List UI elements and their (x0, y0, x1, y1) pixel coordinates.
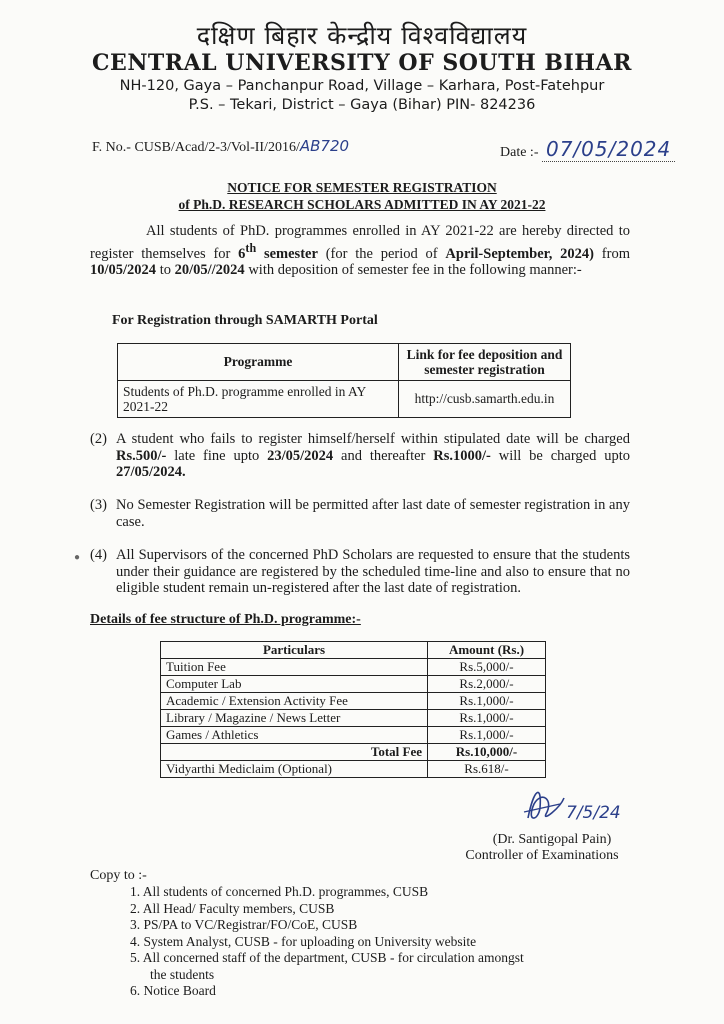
signatory-name: (Dr. Santigopal Pain) (492, 832, 612, 847)
point-number: (2) (90, 431, 107, 447)
point-text: No Semester Registration will be permitted after last date of semester registration in any case. (116, 497, 630, 530)
fee-amount: Rs.1,000/- (428, 710, 546, 727)
table-header: Programme (118, 344, 399, 381)
intro-semester-sup: th (245, 240, 257, 255)
point-3 (90, 497, 630, 530)
fee-particular: Library / Magazine / News Letter (161, 710, 428, 727)
date-handwritten: 07/05/2024 (542, 137, 675, 162)
intro-text-c: from (594, 245, 630, 262)
table-row (161, 676, 546, 693)
registration-table (117, 343, 571, 418)
table-row (161, 693, 546, 710)
point-2 (90, 431, 630, 481)
table-row (161, 659, 546, 676)
fee-amount: Rs.1,000/- (428, 693, 546, 710)
list-item: 1. All students of concerned Ph.D. programmes, CUSB (130, 884, 429, 899)
signature-icon (520, 778, 630, 830)
copy-to-label: Copy to :- (90, 868, 147, 883)
intro-from-date: 10/05/2024 (90, 261, 157, 278)
optional-particular: Vidyarthi Mediclaim (Optional) (161, 761, 428, 778)
notice-title: NOTICE FOR SEMESTER REGISTRATION (227, 180, 497, 195)
total-label: Total Fee (161, 744, 428, 761)
total-row (161, 744, 546, 761)
table-row (161, 727, 546, 744)
intro-text-e: with deposition of semester fee in the following manner:- (244, 261, 582, 278)
list-item: 4. System Analyst, CUSB - for uploading on University website (130, 933, 477, 949)
fee-amount: Rs.5,000/- (428, 659, 546, 676)
fee-amount: Rs.2,000/- (428, 676, 546, 693)
table-header-row (118, 344, 571, 381)
fee-particular: Computer Lab (161, 676, 428, 693)
point-text: will be charged upto (490, 447, 630, 464)
optional-row (161, 761, 546, 778)
scan-mark: ● (74, 552, 81, 563)
point-number: (3) (90, 497, 107, 513)
point-text: late fine upto (166, 447, 268, 464)
address-line-2: P.S. – Tekari, District – Gaya (Bihar) PIN- 824236 (188, 97, 536, 113)
fee-particular: Tuition Fee (161, 659, 428, 676)
university-name-hindi: दक्षिण बिहार केन्द्रीय विश्वविद्यालय (196, 21, 528, 50)
table-row (161, 710, 546, 727)
intro-semester-word: semester (256, 245, 318, 262)
file-number-handwritten: AB720 (299, 137, 350, 155)
point-4 (90, 547, 630, 597)
intro-semester: 6 (238, 245, 246, 262)
list-item: 2. All Head/ Faculty members, CUSB (130, 900, 335, 916)
fee-structure-heading: Details of fee structure of Ph.D. programme:- (90, 612, 361, 627)
intro-text-a: All students of PhD. programmes enrolled in AY 2021-22 are hereby directed to register themselves for (90, 223, 630, 262)
fee-particular: Academic / Extension Activity Fee (161, 693, 428, 710)
copy-to-list (130, 884, 524, 1000)
intro-period: April-September, 2024) (445, 245, 595, 262)
table-row (118, 381, 571, 418)
address-line-1: NH-120, Gaya – Panchanpur Road, Village – Karhara, Post-Fatehpur (119, 78, 605, 94)
table-header: Link for fee deposition and semester registration (399, 344, 571, 381)
late-fine-date: 23/05/2024 (267, 447, 334, 464)
intro-to-date: 20/05//2024 (174, 261, 245, 278)
point-number: (4) (90, 547, 107, 563)
file-number-label: F. No.- CUSB/Acad/2-3/Vol-II/2016/ (92, 140, 300, 155)
list-item: the students (150, 966, 215, 982)
fee-particular: Games / Athletics (161, 727, 428, 744)
intro-paragraph (90, 223, 630, 278)
programme-cell: Students of Ph.D. programme enrolled in AY 2021-22 (118, 381, 399, 418)
intro-text-b: (for the period of (317, 245, 446, 262)
notice-subtitle: of Ph.D. RESEARCH SCHOLARS ADMITTED IN AY 2021-22 (178, 197, 546, 212)
late-fine-amount: Rs.500/- (116, 447, 167, 464)
total-amount: Rs.10,000/- (428, 744, 546, 761)
table-header: Amount (Rs.) (428, 642, 546, 659)
fee-amount: Rs.1,000/- (428, 727, 546, 744)
fee-table (160, 641, 546, 778)
file-number (92, 137, 349, 156)
samarth-subheading: For Registration through SAMARTH Portal (112, 313, 378, 328)
notice-date (500, 137, 675, 161)
table-header-row (161, 642, 546, 659)
date-label: Date :- (500, 145, 542, 160)
list-item: 6. Notice Board (130, 983, 216, 998)
point-text: A student who fails to register himself/herself within stipulated date will be charged (116, 431, 630, 447)
portal-link[interactable]: http://cusb.samarth.edu.in (399, 381, 571, 418)
table-header: Particulars (161, 642, 428, 659)
point-text: and thereafter (333, 447, 434, 464)
point-text: All Supervisors of the concerned PhD Scholars are requested to ensure that the students under their guidance are registered by the scheduled time-line and also to ensure that no eligible student remain un-registered after the last date of registration. (116, 547, 630, 596)
university-name: CENTRAL UNIVERSITY OF SOUTH BIHAR (92, 50, 632, 76)
intro-text-d: to (156, 261, 175, 278)
list-item: 5. All concerned staff of the department, CUSB - for circulation amongst (130, 950, 524, 965)
optional-amount: Rs.618/- (428, 761, 546, 778)
signatory-designation: Controller of Examinations (465, 848, 619, 863)
list-item: 3. PS/PA to VC/Registrar/FO/CoE, CUSB (130, 917, 358, 932)
signature-date: 7/5/24 (566, 803, 621, 823)
extended-fine-amount: Rs.1000/- (433, 447, 491, 464)
extended-fine-date: 27/05/2024. (116, 464, 186, 480)
